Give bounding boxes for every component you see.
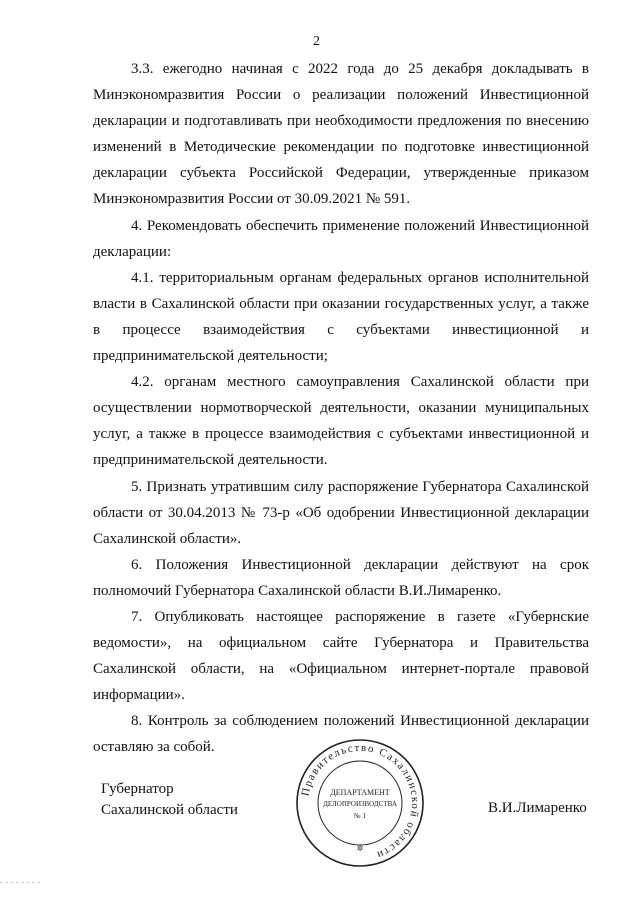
seal-center-line-3: № 1 <box>354 812 366 820</box>
official-seal <box>295 738 425 868</box>
paragraph-5: 5. Признать утратившим силу распоряжение Губернатора Сахалинской области от 30.04.2013 № 73-р «Об одобрении Инвестиционной декларации Сахалинской области». <box>93 478 589 547</box>
paragraph-7: 7. Опубликовать настоящее распоряжение в газете «Губернские ведомости», на официальном сайте Губернатора и Правительства Сахалинской области, на «Официальном интернет-портале правовой информации». <box>93 608 589 704</box>
signatory-title <box>101 779 238 821</box>
paragraph-4: 4. Рекомендовать обеспечить применение положений Инвестиционной декларации: <box>93 217 589 260</box>
document-body <box>93 56 589 761</box>
paragraph-8: 8. Контроль за соблюдением положений Инвестиционной декларации оставляю за собой. <box>93 713 589 756</box>
signatory-title-line-2: Сахалинской области <box>101 802 238 818</box>
paragraph-3-3: 3.3. ежегодно начиная с 2022 года до 25 декабря докладывать в Минэкономразвития России о реализации положений Инвестиционной декларации и подготавливать при необходимости предложения по внесению изменений в Методические рекомендации по подготовке инвестиционной декларации субъекта Российской Федерации, утвержденные приказом Минэкономразвития России от 30.09.2021 № 591. <box>93 61 589 208</box>
seal-star-icon: ✲ <box>356 844 364 853</box>
signatory-title-line-1: Губернатор <box>101 781 174 797</box>
seal-center-line-2: ДЕЛОПРОИЗВОДСТВА <box>323 800 397 808</box>
seal-center-line-1: ДЕПАРТАМЕНТ <box>330 788 390 797</box>
page-number: 2 <box>313 34 320 49</box>
paragraph-4-2: 4.2. органам местного самоуправления Сахалинской области при осуществлении нормотворческой деятельности, оказании муниципальных услуг, а также в процессе взаимодействия с субъектами инвестиционной и предпринимательской деятельности. <box>93 374 589 469</box>
signatory-name: В.И.Лимаренко <box>488 800 587 816</box>
paragraph-6: 6. Положения Инвестиционной декларации действуют на срок полномочий Губернатора Сахалинской области В.И.Лимаренко. <box>93 556 589 599</box>
paragraph-4-1: 4.1. территориальным органам федеральных органов исполнительной власти в Сахалинской области при оказании государственных услуг, а также в процессе взаимодействия с субъектами инвестиционной и предпринимательской деятельности; <box>93 269 589 365</box>
scan-artifact-divider <box>0 882 40 883</box>
seal-ring-text: Правительство Сахалинской области <box>299 741 422 862</box>
